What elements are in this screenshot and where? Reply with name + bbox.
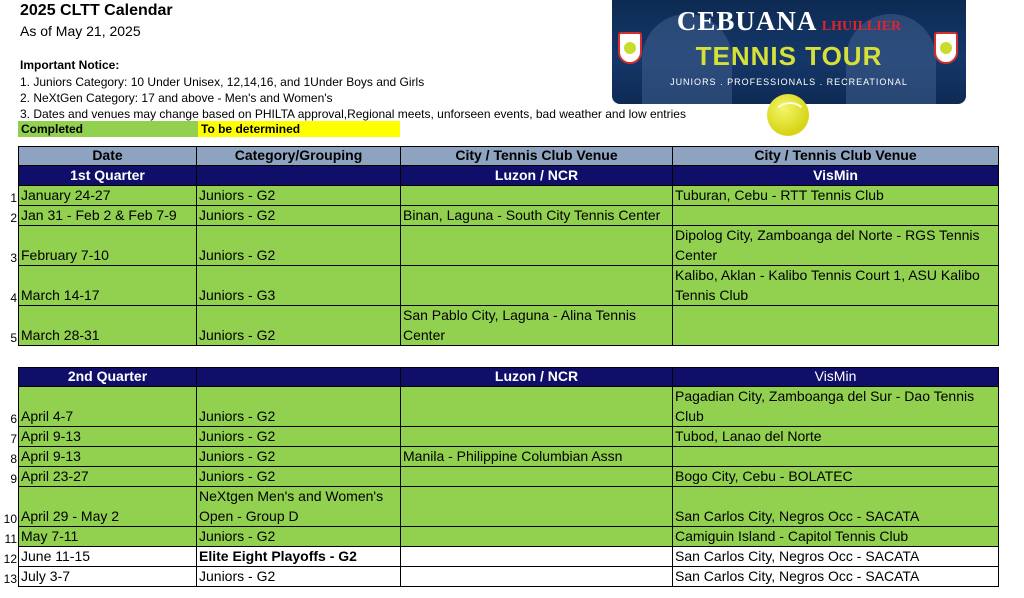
cell-category: Juniors - G3	[196, 265, 401, 306]
as-of-date: As of May 21, 2025	[20, 23, 141, 39]
cell-venue-vismin: Bogo City, Cebu - BOLATEC	[672, 466, 999, 487]
legend-to-be-determined: To be determined	[198, 121, 400, 137]
cell-venue-luzon	[400, 546, 673, 567]
cell-date: June 11-15	[18, 546, 197, 567]
cell-venue-luzon	[400, 466, 673, 487]
cell-venue-luzon	[400, 486, 673, 527]
cell-venue-luzon: San Pablo City, Laguna - Alina Tennis Center	[400, 305, 673, 346]
row-number: 2	[10, 211, 17, 225]
column-header-venue-vismin: City / Tennis Club Venue	[672, 146, 999, 166]
cell-venue-vismin	[672, 446, 999, 467]
quarter-blank	[196, 165, 401, 186]
row-number: 6	[10, 412, 17, 426]
row-number: 9	[10, 472, 17, 486]
cell-venue-vismin	[672, 305, 999, 346]
row-number: 12	[3, 552, 17, 566]
cell-category: Juniors - G2	[196, 185, 401, 206]
cell-venue-luzon	[400, 265, 673, 306]
cell-category: Juniors - G2	[196, 305, 401, 346]
cell-category: Juniors - G2	[196, 526, 401, 547]
column-header-date: Date	[18, 146, 197, 166]
cell-venue-vismin: San Carlos City, Negros Occ - SACATA	[672, 566, 999, 587]
brand-logo	[612, 6, 966, 37]
cell-category: Elite Eight Playoffs - G2	[196, 546, 401, 567]
legend-completed: Completed	[18, 121, 198, 137]
cell-date: April 9-13	[18, 446, 197, 467]
cell-category: Juniors - G2	[196, 205, 401, 226]
brand-sub: LHUILLIER	[821, 19, 902, 34]
row-number: 3	[10, 251, 17, 265]
cell-category: Juniors - G2	[196, 426, 401, 447]
cell-venue-vismin: Pagadian City, Zamboanga del Sur - Dao Tennis Club	[672, 386, 999, 427]
cell-venue-vismin: Tuburan, Cebu - RTT Tennis Club	[672, 185, 999, 206]
cell-category: Juniors - G2	[196, 225, 401, 266]
cell-category: Juniors - G2	[196, 566, 401, 587]
tennis-tour-banner	[612, 0, 966, 104]
region-luzon: Luzon / NCR	[400, 367, 673, 387]
page-title: 2025 CLTT Calendar	[20, 2, 173, 19]
cell-date: March 28-31	[18, 305, 197, 346]
banner-tagline: JUNIORS . PROFESSIONALS . RECREATIONAL	[670, 77, 908, 87]
cell-date: May 7-11	[18, 526, 197, 547]
cell-date: February 7-10	[18, 225, 197, 266]
brand-name: CEBUANA	[676, 6, 818, 36]
row-number: 11	[4, 532, 17, 546]
region-vismin: VisMin	[672, 367, 999, 387]
region-luzon: Luzon / NCR	[400, 165, 673, 186]
cell-venue-vismin: Kalibo, Aklan - Kalibo Tennis Court 1, ASU Kalibo Tennis Club	[672, 265, 999, 306]
cell-venue-luzon	[400, 526, 673, 547]
cell-category: Juniors - G2	[196, 466, 401, 487]
cell-venue-vismin: Camiguin Island - Capitol Tennis Club	[672, 526, 999, 547]
cell-venue-luzon: Binan, Laguna - South City Tennis Center	[400, 205, 673, 226]
cell-venue-luzon	[400, 225, 673, 266]
row-number: 5	[10, 331, 17, 345]
notice-line-2: 2. NeXtGen Category: 17 and above - Men's and Women's	[20, 91, 333, 105]
row-number: 8	[10, 452, 17, 466]
cell-date: April 23-27	[18, 466, 197, 487]
cell-category: NeXtgen Men's and Women's Open - Group D	[196, 486, 401, 527]
region-vismin: VisMin	[672, 165, 999, 186]
cell-venue-vismin: Tubod, Lanao del Norte	[672, 426, 999, 447]
row-number: 7	[10, 432, 17, 446]
cell-venue-vismin: San Carlos City, Negros Occ - SACATA	[672, 486, 999, 527]
column-header-venue-luzon: City / Tennis Club Venue	[400, 146, 673, 166]
cell-venue-vismin: San Carlos City, Negros Occ - SACATA	[672, 546, 999, 567]
cell-date: Jan 31 - Feb 2 & Feb 7-9	[18, 205, 197, 226]
column-header-category: Category/Grouping	[196, 146, 401, 166]
quarter-label: 1st Quarter	[18, 165, 197, 186]
cell-date: April 4-7	[18, 386, 197, 427]
quarter-label: 2nd Quarter	[18, 367, 197, 387]
row-number: 13	[3, 572, 17, 586]
cell-date: April 9-13	[18, 426, 197, 447]
row-number: 10	[3, 512, 17, 526]
cell-category: Juniors - G2	[196, 386, 401, 427]
tennis-ball-icon	[767, 94, 809, 136]
banner-title: TENNIS TOUR	[695, 41, 883, 71]
row-number: 1	[10, 191, 17, 205]
cell-category: Juniors - G2	[196, 446, 401, 467]
notice-line-1: 1. Juniors Category: 10 Under Unisex, 12,14,16, and 1Under Boys and Girls	[20, 75, 425, 89]
row-number: 4	[10, 291, 17, 305]
cell-venue-vismin	[672, 205, 999, 226]
cell-venue-luzon	[400, 426, 673, 447]
cell-date: April 29 - May 2	[18, 486, 197, 527]
cell-venue-luzon: Manila - Philippine Columbian Assn	[400, 446, 673, 467]
cell-venue-luzon	[400, 386, 673, 427]
cell-venue-vismin: Dipolog City, Zamboanga del Norte - RGS Tennis Center	[672, 225, 999, 266]
cell-date: March 14-17	[18, 265, 197, 306]
quarter-blank	[196, 367, 401, 387]
cell-venue-luzon	[400, 566, 673, 587]
cell-date: January 24-27	[18, 185, 197, 206]
cell-date: July 3-7	[18, 566, 197, 587]
cell-venue-luzon	[400, 185, 673, 206]
notice-line-3: 3. Dates and venues may change based on PHILTA approval,Regional meets, unforseen events, bad weather and low entries	[20, 107, 686, 121]
notice-heading: Important Notice:	[20, 58, 120, 72]
